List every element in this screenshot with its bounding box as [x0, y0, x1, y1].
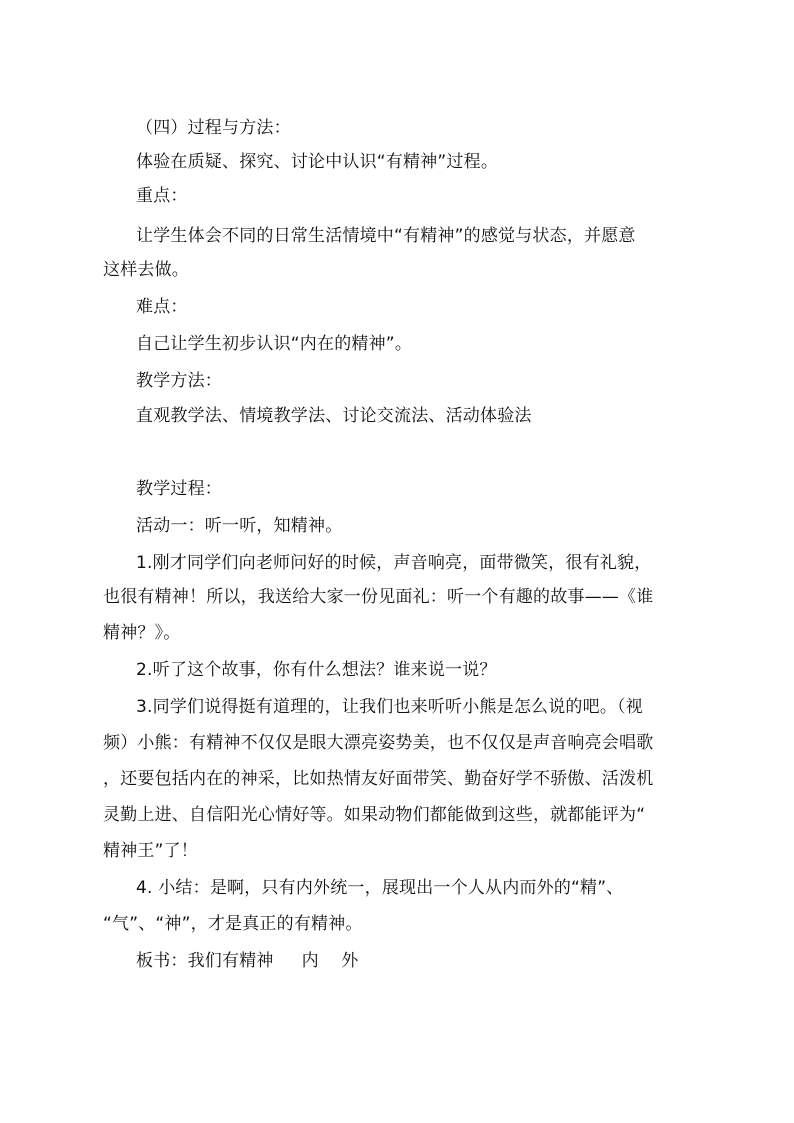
blackboard-writing: 板书：我们有精神 内 外: [136, 951, 359, 971]
item-2: 2.听了这个故事，你有什么想法？谁来说一说？: [136, 660, 497, 680]
label-difficulty: 难点：: [136, 297, 188, 317]
item-3-line-3: ，还要包括内在的神采，比如热情友好面带笑、勤奋好学不骄傲、活泼机: [103, 769, 654, 789]
paragraph-key-point-line-2: 这样去做。: [103, 260, 189, 280]
item-4-line-2: “气”、“神”，才是真正的有精神。: [103, 914, 363, 934]
item-1-line-3: 精神？》。: [103, 623, 181, 643]
activity-one-title: 活动一：听一听，知精神。: [136, 516, 343, 536]
paragraph-key-point-line-1: 让学生体会不同的日常生活情境中“有精神”的感觉与状态，并愿意: [136, 226, 636, 246]
item-4-line-1: 4. 小结：是啊，只有内外统一，展现出一个人从内而外的“精”、: [136, 878, 624, 898]
item-3-line-5: 精神王”了！: [103, 841, 199, 861]
label-teaching-methods: 教学方法：: [136, 371, 222, 391]
paragraph-difficulty: 自己让学生初步认识“内在的精神”。: [136, 334, 413, 354]
label-key-point: 重点：: [136, 186, 188, 206]
item-3-line-1: 3.同学们说得挺有道理的，让我们也来听听小熊是怎么说的吧。（视: [136, 697, 643, 717]
item-1-line-2: 也很有精神！所以，我送给大家一份见面礼：听一个有趣的故事——《谁: [103, 587, 654, 607]
paragraph-teaching-methods: 直观教学法、情境教学法、讨论交流法、活动体验法: [136, 406, 532, 426]
label-teaching-process: 教学过程：: [136, 479, 222, 499]
item-3-line-2: 频）小熊：有精神不仅仅是眼大漂亮姿势美，也不仅仅是声音响亮会唱歌: [103, 733, 654, 753]
section-heading-process-method: （四）过程与方法：: [136, 118, 291, 138]
item-1-line-1: 1.刚才同学们向老师问好的时候，声音响亮，面带微笑，很有礼貌，: [136, 553, 652, 573]
paragraph-process-method: 体验在质疑、探究、讨论中认识“有精神”过程。: [136, 152, 499, 172]
item-3-line-4: 灵勤上进、自信阳光心情好等。如果动物们都能做到这些，就都能评为“: [103, 805, 646, 825]
